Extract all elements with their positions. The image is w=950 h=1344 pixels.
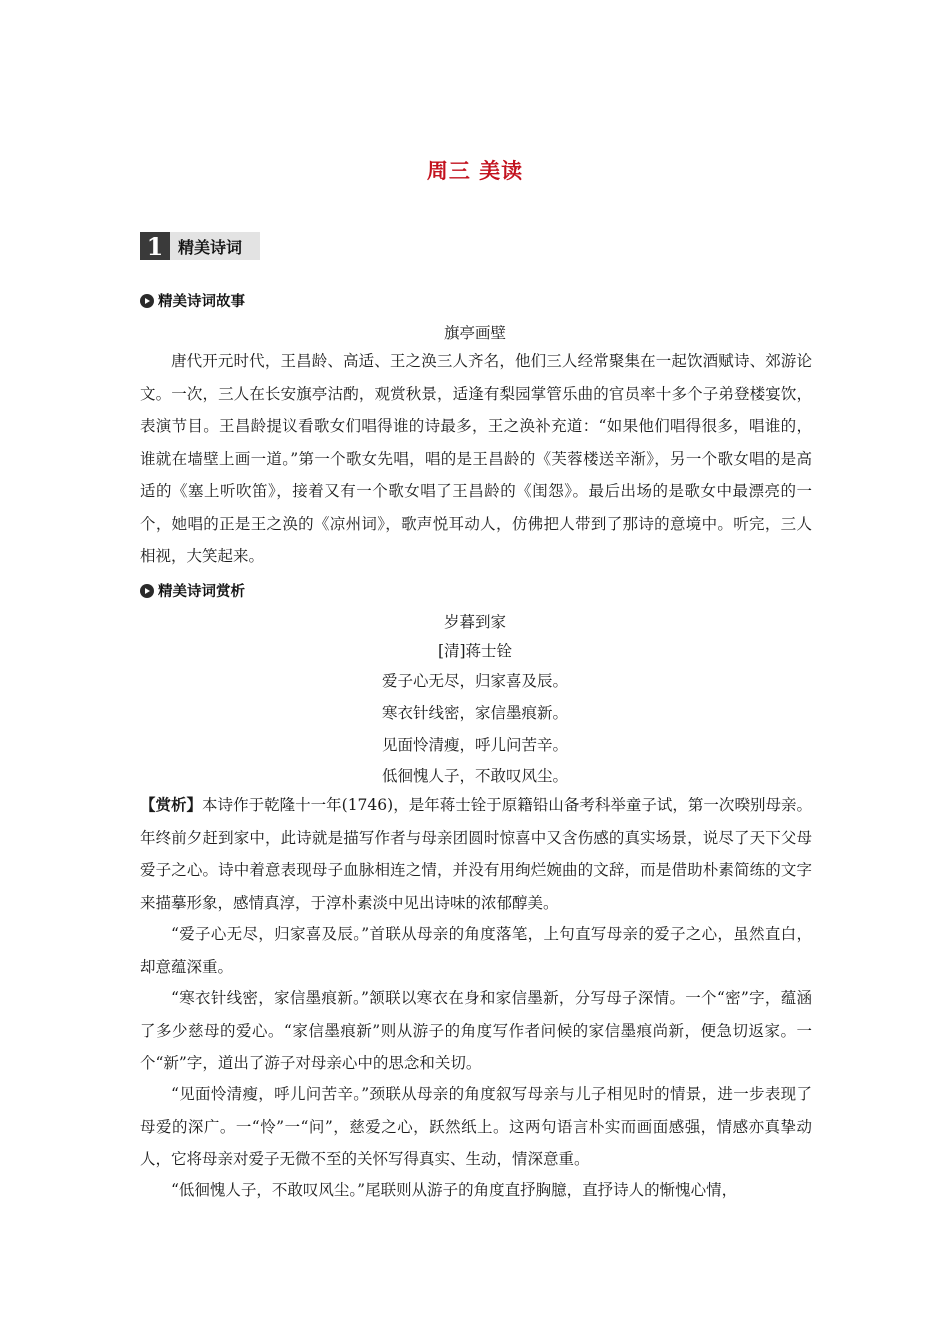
section-banner xyxy=(140,232,260,260)
analysis-paragraph: “爱子心无尽，归家喜及辰。”首联从母亲的角度落笔，上句直写母亲的爱子之心，虽然直白，却意蕴深重。 xyxy=(140,925,812,976)
play-circle-icon xyxy=(140,584,154,598)
poem-line: 低徊愧人子，不敢叹风尘。 xyxy=(381,767,568,785)
page-title: 周三 美读 xyxy=(426,159,524,183)
poem-line: 爱子心无尽，归家喜及辰。 xyxy=(381,672,568,690)
note-text: 本诗作于乾隆十一年(1746)，是年蒋士铨于原籍铅山备考科举童子试，第一次暌别母亲。年终前夕赶到家中，此诗就是描写作者与母亲团圆时惊喜中又含伤感的真实场景，说尽了天下父母爱子之心。诗中着意表现母子血脉相连之情，并没有用绚烂婉曲的文辞，而是借助朴素简练的文字来描摹形象，感情真淳，于淳朴素淡中见出诗味的浓郁醇美。 xyxy=(140,796,812,912)
note-tag: 【赏析】 xyxy=(140,796,203,814)
analysis-paragraph: “见面怜清瘦，呼儿问苦辛。”颈联从母亲的角度叙写母亲与儿子相见时的情景，进一步表现了母爱的深广。一“怜”一“问”，慈爱之心，跃然纸上。这两句语言朴实而画面感强，情感亦真挚动人，它将母亲对爱子无微不至的关怀写得真实、生动，情深意重。 xyxy=(140,1085,812,1168)
poem-line: 寒衣针线密，家信墨痕新。 xyxy=(381,704,568,722)
section-label: 精美诗词 xyxy=(178,237,243,257)
story-paragraph: 唐代开元时代，王昌龄、高适、王之涣三人齐名，他们三人经常聚集在一起饮酒赋诗、郊游论文。一次，三人在长安旗亭沽酌，观赏秋景，适逢有梨园掌管乐曲的官员率十多个子弟登楼宴饮，表演节目。王昌龄提议看歌女们唱得谁的诗最多，王之涣补充道：“如果他们唱得很多，唱谁的，谁就在墙壁上画一道。”第一个歌女先唱，唱的是王昌龄的《芙蓉楼送辛渐》，另一个歌女唱的是高适的《塞上听吹笛》，接着又有一个歌女唱了王昌龄的《闺怨》。最后出场的是歌女中最漂亮的一个，她唱的正是王之涣的《凉州词》，歌声悦耳动人，仿佛把人带到了那诗的意境中。听完，三人相视，大笑起来。 xyxy=(140,352,812,565)
analysis-paragraph: “寒衣针线密，家信墨痕新。”颔联以寒衣在身和家信墨新，分写母子深情。一个“密”字，蕴涵了多少慈母的爱心。“家信墨痕新”则从游子的角度写作者问候的家信墨痕尚新，便急切返家。一个“新”字，道出了游子对母亲心中的思念和关切。 xyxy=(140,989,812,1072)
story-heading-label: 精美诗词故事 xyxy=(158,294,245,310)
poem-title: 岁暮到家 xyxy=(443,613,506,631)
play-circle-icon xyxy=(140,294,154,308)
appreciation-heading-label: 精美诗词赏析 xyxy=(158,584,245,600)
poem-author: [清]蒋士铨 xyxy=(437,642,513,660)
section-number: 1 xyxy=(140,232,170,260)
appreciation-note xyxy=(140,789,812,919)
poem-line: 见面怜清瘦，呼儿问苦辛。 xyxy=(381,736,568,754)
story-heading xyxy=(140,290,245,311)
analysis-paragraph: “低徊愧人子，不敢叹风尘。”尾联则从游子的角度直抒胸臆，直抒诗人的惭愧心情， xyxy=(171,1181,738,1199)
story-title: 旗亭画壁 xyxy=(443,324,506,342)
appreciation-heading xyxy=(140,580,245,601)
